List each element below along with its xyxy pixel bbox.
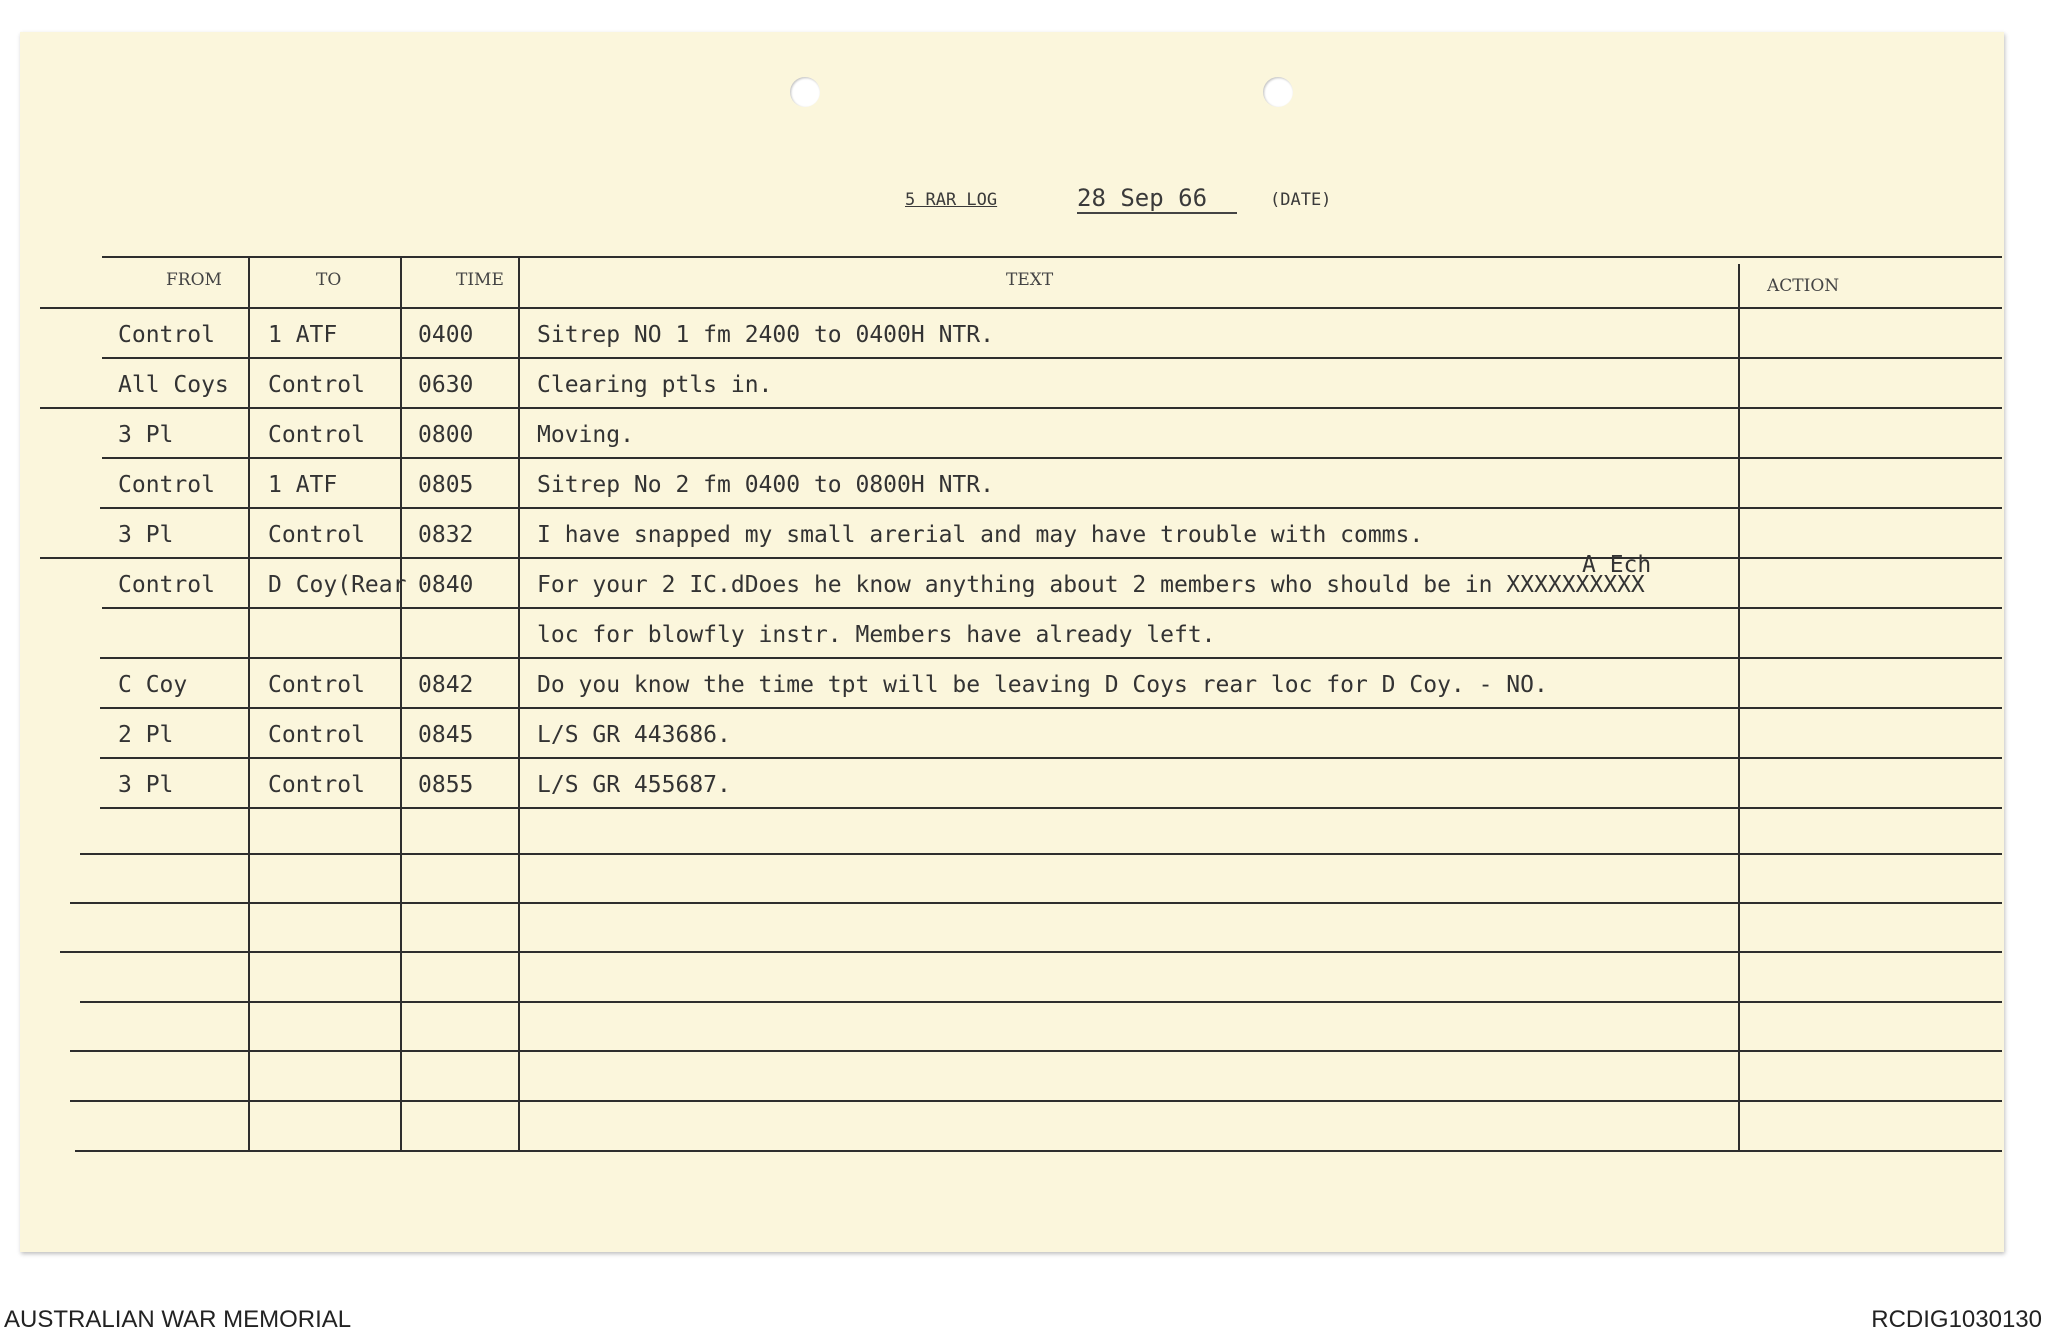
row-to: Control	[268, 722, 365, 748]
row-time: 0840	[418, 572, 474, 598]
footer-source: AUSTRALIAN WAR MEMORIAL	[4, 1306, 352, 1333]
row-to: D Coy(Rear	[268, 572, 407, 598]
table-rule	[70, 902, 2002, 904]
row-text-continued: loc for blowfly instr. Members have already left.	[537, 622, 1216, 648]
column-divider	[400, 256, 402, 1150]
column-header-from: FROM	[166, 270, 222, 290]
row-text: L/S GR 455687.	[537, 772, 731, 798]
table-rule	[70, 1100, 2002, 1102]
row-time: 0842	[418, 672, 474, 698]
table-rule	[102, 457, 2002, 459]
row-time: 0630	[418, 372, 474, 398]
row-to: Control	[268, 672, 365, 698]
table-rule	[75, 1150, 2002, 1152]
column-divider	[248, 256, 250, 1150]
table-rule	[100, 807, 2002, 809]
row-to: Control	[268, 772, 365, 798]
log-header	[905, 182, 1405, 222]
row-text: Clearing ptls in.	[537, 372, 773, 398]
row-from: 3 Pl	[118, 772, 174, 798]
row-time: 0400	[418, 322, 474, 348]
row-from: Control	[118, 322, 215, 348]
row-time: 0832	[418, 522, 474, 548]
table-rule	[80, 1001, 2002, 1003]
row-from: 3 Pl	[118, 522, 174, 548]
row-time: 0805	[418, 472, 474, 498]
row-time: 0800	[418, 422, 474, 448]
row-to: Control	[268, 422, 365, 448]
table-rule	[40, 307, 2002, 309]
row-to: 1 ATF	[268, 322, 338, 348]
row-text: Sitrep No 2 fm 0400 to 0800H NTR.	[537, 472, 994, 498]
table-rule	[100, 507, 2002, 509]
date-label: (DATE)	[1270, 190, 1332, 210]
punch-hole-right	[1263, 77, 1293, 107]
row-text: I have snapped my small arerial and may have trouble with comms.	[537, 522, 1424, 548]
row-from: C Coy	[118, 672, 188, 698]
table-rule	[100, 657, 2002, 659]
table-rule	[102, 357, 2002, 359]
footer-id: RCDIG1030130	[1871, 1306, 2042, 1333]
row-text: Moving.	[537, 422, 634, 448]
table-rule	[70, 1050, 2002, 1052]
table-rule	[60, 951, 2002, 953]
punch-hole-left	[790, 77, 820, 107]
row-text: Sitrep NO 1 fm 2400 to 0400H NTR.	[537, 322, 994, 348]
handwritten-correction: A Ech	[1582, 552, 1652, 578]
row-to: Control	[268, 522, 365, 548]
column-header-action: ACTION	[1767, 276, 1840, 296]
row-from: Control	[118, 472, 215, 498]
log-date: 28 Sep 66	[1077, 184, 1237, 214]
row-text: L/S GR 443686.	[537, 722, 731, 748]
table-rule	[80, 853, 2002, 855]
column-header-time: TIME	[456, 270, 504, 290]
row-to: Control	[268, 372, 365, 398]
table-rule	[100, 707, 2002, 709]
table-rule	[102, 607, 2002, 609]
column-divider	[518, 256, 520, 1150]
row-text: Do you know the time tpt will be leaving D Coys rear loc for D Coy. - NO.	[537, 672, 1548, 698]
row-text: For your 2 IC.dDoes he know anything about 2 members who should be in XXXXXXXXXX	[537, 572, 1645, 598]
row-from: All Coys	[118, 372, 229, 398]
table-rule	[100, 757, 2002, 759]
log-label: 5 RAR LOG	[905, 190, 998, 210]
row-time: 0845	[418, 722, 474, 748]
table-rule	[40, 407, 2002, 409]
row-time: 0855	[418, 772, 474, 798]
row-to: 1 ATF	[268, 472, 338, 498]
row-from: Control	[118, 572, 215, 598]
column-header-to: TO	[316, 270, 342, 290]
row-from: 2 Pl	[118, 722, 174, 748]
column-divider	[1738, 264, 1740, 1150]
table-rule	[102, 256, 2002, 258]
table-rule	[40, 557, 2002, 559]
column-header-text: TEXT	[1006, 270, 1054, 290]
row-from: 3 Pl	[118, 422, 174, 448]
